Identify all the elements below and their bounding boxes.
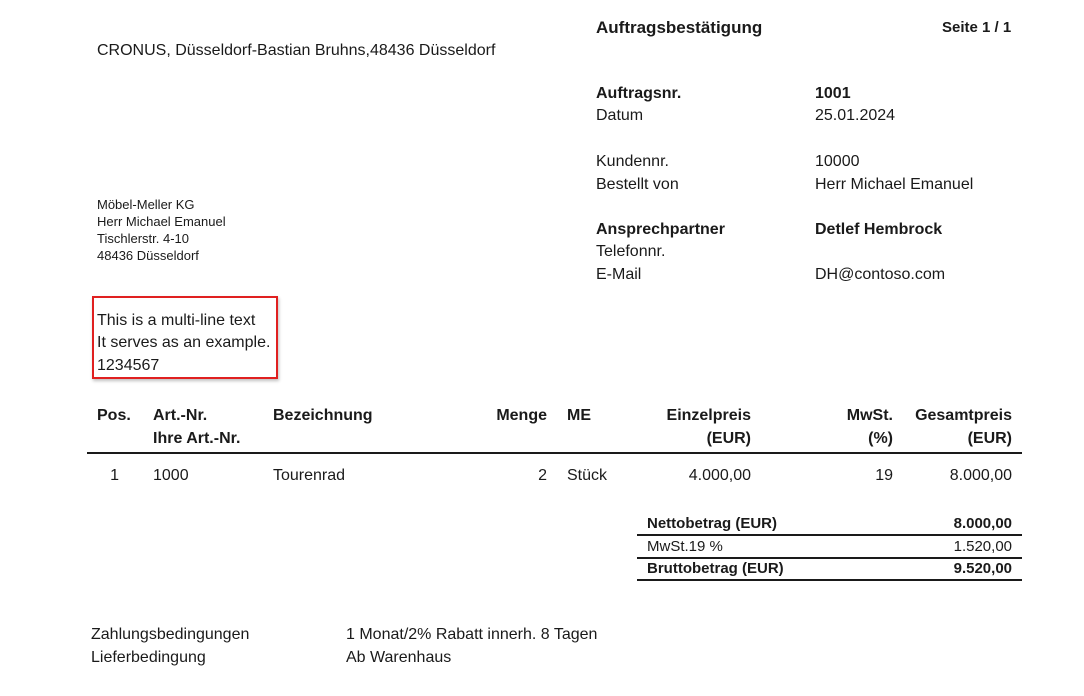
column-header-unit-price: Einzelpreis	[666, 407, 751, 424]
row-pos: 1	[110, 467, 119, 484]
row-total: 8.000,00	[949, 467, 1012, 484]
column-header-vat-unit: (%)	[868, 430, 893, 447]
gross-amount-divider	[637, 579, 1022, 581]
column-header-pos: Pos.	[97, 407, 131, 424]
column-header-unit-price-currency: (EUR)	[706, 430, 751, 447]
contact-value: Detlef Hembrock	[815, 221, 943, 238]
gross-amount-label: Bruttobetrag (EUR)	[647, 560, 784, 577]
order-number-label: Auftragsnr.	[596, 85, 682, 102]
customer-number-label: Kundennr.	[596, 153, 669, 170]
column-header-description: Bezeichnung	[273, 407, 373, 424]
delivery-terms-value: Ab Warenhaus	[346, 649, 452, 666]
contact-label: Ansprechpartner	[596, 221, 725, 238]
date-label: Datum	[596, 107, 644, 124]
email-value: DH@contoso.com	[815, 266, 946, 283]
address-line-company: Möbel-Meller KG	[97, 197, 195, 212]
vat-amount-label: MwSt.19 %	[647, 538, 723, 555]
note-line-2: It serves as an example.	[97, 334, 271, 351]
row-unit: Stück	[567, 467, 608, 484]
table-header-divider	[87, 452, 1022, 454]
column-header-art-no: Art.-Nr.	[153, 407, 208, 424]
row-vat: 19	[875, 467, 893, 484]
phone-label: Telefonnr.	[596, 243, 666, 260]
net-amount-divider	[637, 534, 1022, 536]
column-header-total-currency: (EUR)	[967, 430, 1012, 447]
vat-amount-divider	[637, 557, 1022, 559]
note-line-3: 1234567	[97, 357, 160, 374]
address-line-city: 48436 Düsseldorf	[97, 248, 199, 263]
column-header-their-art-no: Ihre Art.-Nr.	[153, 430, 241, 447]
column-header-quantity: Menge	[496, 407, 547, 424]
sender-line: CRONUS, Düsseldorf-Bastian Bruhns,48436 Düsseldorf	[97, 42, 496, 59]
address-line-person: Herr Michael Emanuel	[97, 214, 226, 229]
payment-terms-label: Zahlungsbedingungen	[91, 626, 250, 643]
address-line-street: Tischlerstr. 4-10	[97, 231, 189, 246]
ordered-by-value: Herr Michael Emanuel	[815, 176, 974, 193]
column-header-vat: MwSt.	[846, 407, 893, 424]
column-header-unit: ME	[567, 407, 591, 424]
order-number-value: 1001	[815, 85, 851, 102]
column-header-total: Gesamtpreis	[915, 407, 1012, 424]
row-unit-price: 4.000,00	[688, 467, 751, 484]
row-quantity: 2	[538, 467, 547, 484]
net-amount-value: 8.000,00	[953, 515, 1012, 532]
ordered-by-label: Bestellt von	[596, 176, 679, 193]
email-label: E-Mail	[596, 266, 642, 283]
gross-amount-value: 9.520,00	[953, 560, 1012, 577]
note-line-1: This is a multi-line text	[97, 312, 256, 329]
document-title: Auftragsbestätigung	[596, 18, 763, 37]
payment-terms-value: 1 Monat/2% Rabatt innerh. 8 Tagen	[346, 626, 598, 643]
delivery-terms-label: Lieferbedingung	[91, 649, 206, 666]
customer-number-value: 10000	[815, 153, 860, 170]
net-amount-label: Nettobetrag (EUR)	[647, 515, 777, 532]
vat-amount-value: 1.520,00	[953, 538, 1012, 555]
date-value: 25.01.2024	[815, 107, 896, 124]
row-art-no: 1000	[153, 467, 189, 484]
page-info: Seite 1 / 1	[942, 19, 1012, 36]
row-description: Tourenrad	[273, 467, 346, 484]
